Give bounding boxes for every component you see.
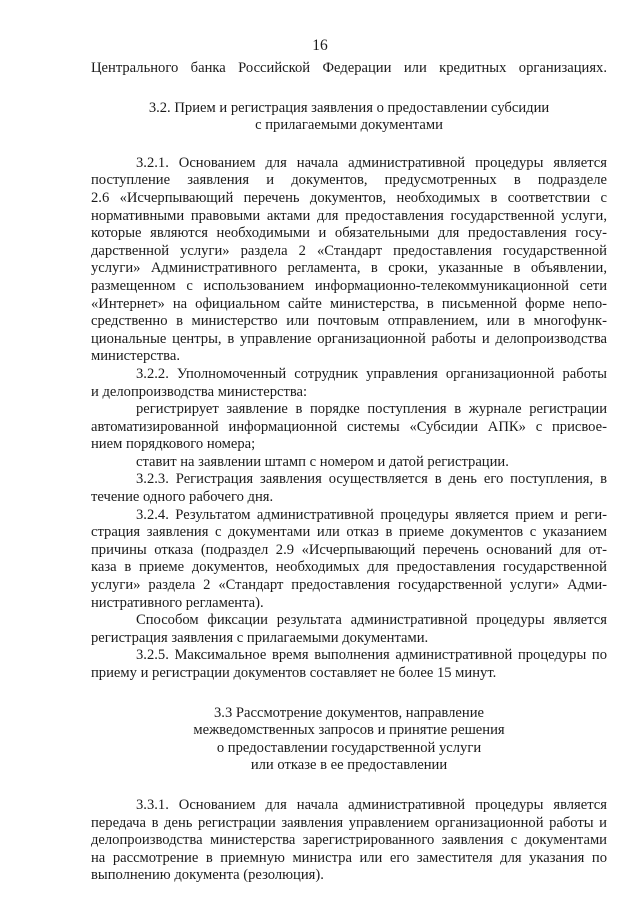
text-line: нистративного регламента). (91, 594, 264, 611)
paragraph-first-line: 3.2.2. Уполномоченный сотрудник управления организационной работы (136, 365, 607, 382)
text-line: каза в приеме документов, необходимых для предоставления государственной (91, 559, 607, 576)
text-line: услуги» Административного регламента, в сроки, указанные в объявлении, (91, 260, 607, 277)
spacer (91, 683, 607, 705)
text-line: на рассмотрение в приемную министра или его заместителя для указания по (91, 849, 607, 866)
text-line: циональные центры, в управление организационной работы и делопроизводства (91, 330, 607, 347)
text-line: передача в день регистрации заявления управлением организационной работы и (91, 814, 607, 831)
spacer (91, 135, 607, 155)
text-line: средственно в министерство или почтовым отправлением, или в многофунк- (91, 313, 607, 330)
page-number: 16 (312, 37, 328, 54)
text-line: размещенном с использованием информационно-телекоммуникационной сети (91, 277, 607, 294)
spacer (91, 78, 607, 100)
text-line: которые являются необходимыми и обязательными для предоставления госу- (91, 225, 607, 242)
text-line: нием порядкового номера; (91, 436, 256, 453)
text-line: 2.6 «Исчерпывающий перечень документов, необходимых в соответствии с (91, 189, 607, 206)
section-heading-line: 3.3 Рассмотрение документов, направление (214, 704, 484, 721)
text-line: Центрального банка Российской Федерации или кредитных организациях. (91, 60, 607, 76)
paragraph-first-line: ставит на заявлении штамп с номером и датой регистрации. (136, 453, 509, 470)
text-line: причины отказа (подраздел 2.9 «Исчерпывающий перечень оснований для от- (91, 541, 607, 558)
text-line: нормативными правовыми актами для предоставления государственной услуги, (91, 207, 607, 224)
text-line: выполнению документа (резолюция). (91, 867, 324, 884)
paragraph-first-line: 3.2.4. Результатом административной процедуры является прием и реги- (136, 506, 607, 523)
text-line: регистрация заявления с прилагаемыми документами. (91, 629, 429, 646)
text-line: автоматизированной информационной системы «Субсидии АПК» с присвое- (91, 418, 607, 435)
text-line: делопроизводства министерства зарегистрированного заявления с документами (91, 832, 607, 849)
text-line: страция заявления с документами или отказ в приеме документов с указанием (91, 524, 607, 541)
paragraph-first-line: 3.2.3. Регистрация заявления осуществляется в день его поступления, в (136, 471, 607, 488)
section-heading-line: 3.2. Прием и регистрация заявления о предоставлении субсидии (148, 99, 550, 116)
text-line: дарственной услуги» раздела 2 «Стандарт предоставления государственной (91, 242, 607, 259)
paragraph-first-line: 3.2.1. Основанием для начала административной процедуры является (136, 154, 607, 171)
spacer (91, 775, 607, 797)
document-body (91, 60, 607, 885)
section-heading-line: межведомственных запросов и принятие решения (193, 722, 505, 739)
text-line: «Интернет» на официальном сайте министерства, в письменной форме непо- (91, 295, 607, 312)
text-line: поступление заявления и документов, предусмотренных в подразделе (91, 172, 607, 189)
text-line: приему и регистрации документов составляет не более 15 минут. (91, 665, 497, 681)
paragraph-first-line: Способом фиксации результата административной процедуры является (136, 612, 607, 629)
text-line: министерства. (91, 348, 180, 365)
paragraph-first-line: регистрирует заявление в порядке поступления в журнале регистрации (136, 401, 607, 418)
text-line: услуги» раздела 2 «Стандарт предоставления государственной услуги» Адми- (91, 577, 607, 594)
text-line: и делопроизводства министерства: (91, 383, 308, 400)
section-heading-line: или отказе в ее предоставлении (250, 757, 448, 774)
paragraph-first-line: 3.2.5. Максимальное время выполнения административной процедуры по (136, 647, 607, 664)
section-heading-line: с прилагаемыми документами (255, 117, 443, 134)
text-line: течение одного рабочего дня. (91, 489, 274, 506)
paragraph-first-line: 3.3.1. Основанием для начала административной процедуры является (136, 796, 607, 813)
section-heading-line: о предоставлении государственной услуги (216, 739, 482, 756)
